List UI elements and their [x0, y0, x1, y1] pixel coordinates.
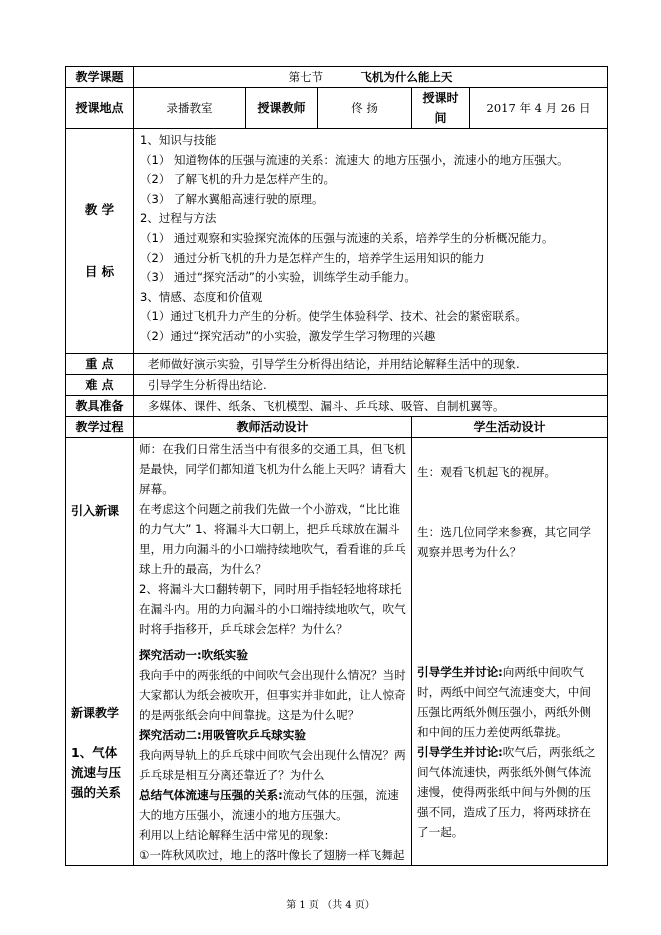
difficulty-row: [66, 375, 608, 396]
objectives-row: [66, 129, 608, 354]
teacher-paragraph: 在考虑这个问题之前我们先做一个小游戏，“比比谁的力气大” 1、将漏斗大口朝上，把乒乓球放在漏斗里，用力向漏斗的小口端持续地吹气，看看谁的乒乓球上升的最高，为什么？: [139, 501, 406, 576]
course-row: [66, 67, 608, 88]
course-title: 飞机为什么能上天: [360, 70, 453, 84]
teacher-activity-header: 教师活动设计: [134, 417, 412, 438]
summary-text: 流动气体的压强，流速大的地方压强小，流速小的地方压强大。: [139, 787, 399, 822]
apply-text: 利用以上结论解释生活中常见的现象:: [139, 827, 329, 842]
side-topic: 1、气体流速与压强的关系: [71, 744, 122, 800]
difficulty-label: 难 点: [66, 375, 134, 396]
experiment-2-title: 探究活动二:用吸管吹乒乓球实验: [139, 727, 306, 742]
page-footer: 第 1 页 （共 4 页）: [286, 900, 375, 911]
objectives-label-bottom: 目 标: [84, 264, 115, 279]
student-activity-header: 学生活动设计: [412, 417, 608, 438]
time-label: 授课时间: [412, 88, 470, 129]
lesson-plan-table: [65, 66, 608, 866]
student-paragraph: 生：选几位同学来参赛，其它同学观察并思考为什么？: [417, 524, 591, 559]
info-row: [66, 88, 608, 129]
course-label: 教学课题: [66, 67, 134, 88]
discussion-2-text: 吹气后，两张纸之间气体流速快，两张纸外侧气体流速慢，使得两张纸中间与外侧的压强不同，造成了压力，将两球挤在了一起。: [417, 744, 596, 839]
objective-line: （1） 通过观察和实验探究流体的压强与流速的关系，培养学生的分析概况能力。: [140, 230, 554, 245]
side-intro: 引入新课: [71, 503, 120, 518]
experiment-2-text: 我向两导轨上的乒乓球中间吹气会出现什么情况？两乒乓球是相互分离还靠近了？为什么: [139, 747, 406, 782]
objective-line: （1） 知道物体的压强与流速的关系：流速大 的地方压强小，流速小的地方压强大。: [140, 152, 569, 167]
objective-line: （3） 了解水翼船高速行驶的原理。: [140, 191, 324, 206]
objective-line: （2） 通过分析飞机的升力是怎样产生的，培养学生运用知识的能力: [140, 250, 485, 265]
place-label: 授课地点: [66, 88, 134, 129]
summary-title: 总结气体流速与压强的关系:: [139, 787, 283, 802]
key-point-text: 老师做好演示实验，引导学生分析得出结论，并用结论解释生活中的现象.: [134, 354, 608, 375]
time-value: 2017 年 4 月 26 日: [470, 88, 608, 129]
course-title-cell: [134, 67, 608, 88]
objectives-label: [66, 129, 134, 354]
objective-line: （2） 了解飞机的升力是怎样产生的。: [140, 172, 335, 187]
objective-line: 2、过程与方法: [140, 211, 217, 226]
objective-line: 1、知识与技能: [140, 133, 217, 147]
objectives-label-top: 教 学: [84, 202, 115, 217]
discussion-1-text: 向两纸中间吹气时，两纸中间空气流速变大，中间压强比两纸外侧压强小，两纸外侧和中间的压力差使两纸靠拢。: [417, 664, 591, 739]
apply-item: ①一阵秋风吹过，地上的落叶像长了翅膀一样飞舞起: [139, 847, 405, 862]
course-section: 第七节: [288, 70, 324, 84]
objective-line: 3、情感、态度和价值观: [140, 289, 263, 304]
key-point-label: 重 点: [66, 354, 134, 375]
process-side-cell: [66, 438, 134, 866]
tools-label: 教具准备: [66, 396, 134, 417]
difficulty-text: 引导学生分析得出结论.: [134, 375, 608, 396]
discussion-2-title: 引导学生并讨论:: [417, 744, 503, 759]
discussion-1-title: 引导学生并讨论:: [417, 664, 503, 679]
process-label: 教学过程: [66, 417, 134, 438]
process-body-row: [66, 438, 608, 866]
teacher-paragraph: 2、将漏斗大口翻转朝下，同时用手指轻轻地将球托在漏斗内。用的力向漏斗的小口端持续地吹气，吹气时将手指移开，乒乓球会怎样？为什么？: [139, 581, 406, 636]
tools-row: [66, 396, 608, 417]
objective-line: （2）通过“探究活动”的小实验，激发学生学习物理的兴趣: [140, 328, 436, 343]
student-activity-cell: [412, 438, 608, 866]
tools-text: 多媒体、课件、纸条、飞机模型、漏斗、乒乓球、吸管、自制机翼等。: [134, 396, 608, 417]
process-header-row: [66, 417, 608, 438]
teacher-label: 授课教师: [246, 88, 318, 129]
key-point-row: [66, 354, 608, 375]
objective-line: （3） 通过“探究活动”的小实验，训练学生动手能力。: [140, 270, 416, 285]
teacher-paragraph: 师：在我们日常生活当中有很多的交通工具，但飞机是最快，同学们都知道飞机为什么能上天吗？请看大屏幕。: [139, 441, 406, 496]
objective-line: （1）通过飞机升力产生的分析。使学生体验科学、技术、社会的紧密联系。: [140, 309, 527, 324]
student-paragraph: 生：观看飞机起飞的视屏。: [417, 464, 557, 479]
teacher-value: 佟 扬: [318, 88, 412, 129]
teacher-activity-cell: [134, 438, 412, 866]
experiment-1-title: 探究活动一:吹纸实验: [139, 647, 248, 662]
place-value: 录播教室: [134, 88, 246, 129]
experiment-1-text: 我向手中的两张纸的中间吹气会出现什么情况？当时大家都认为纸会被吹开，但事实并非如此，让人惊奇的是两张纸会向中间靠拢。这是为什么呢？: [139, 667, 406, 722]
objectives-body: [134, 129, 608, 354]
side-new-lesson: 新课教学: [71, 705, 120, 720]
